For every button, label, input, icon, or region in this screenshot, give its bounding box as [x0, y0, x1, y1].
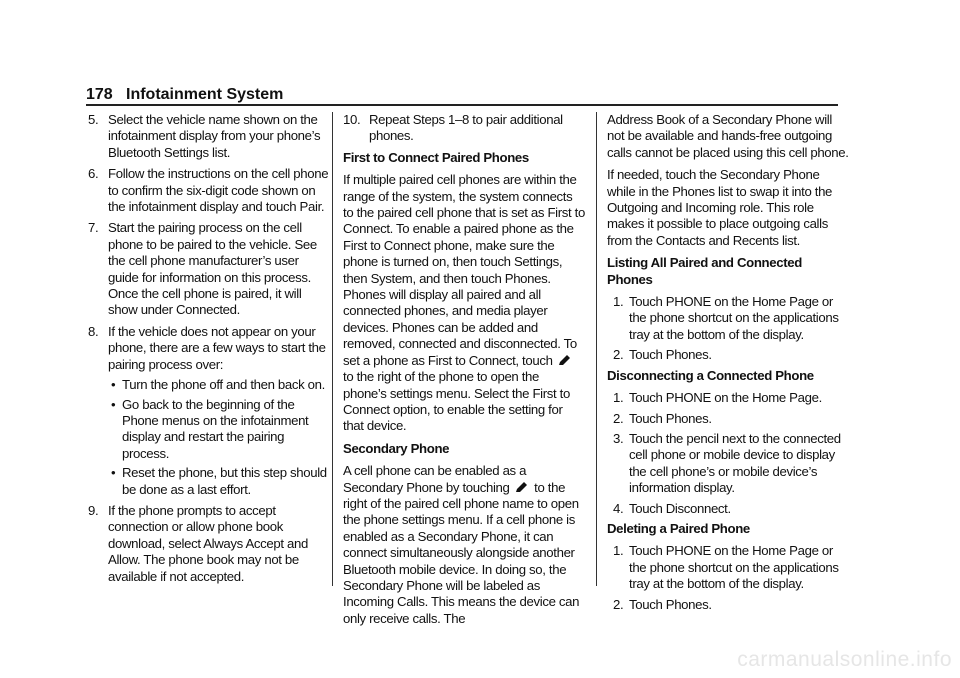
- column-divider-1: [332, 112, 333, 586]
- bullet-item: [108, 397, 330, 463]
- step-text: If the phone prompts to accept connection or allow phone book download, select Always Accept and Allow. The phone book may not be available if not accepted.: [108, 502, 308, 584]
- column-3: [607, 112, 849, 617]
- step-number: 8.: [88, 323, 99, 339]
- heading-secondary-phone: Secondary Phone: [343, 440, 450, 456]
- header-rule: [86, 104, 838, 106]
- bullet-item: [108, 465, 330, 498]
- step-number: 1.: [613, 294, 624, 310]
- paragraph-continued: Address Book of a Secondary Phone will not be available and hands-free outgoing calls cannot be placed using this cell phone.: [607, 112, 849, 160]
- step-number: 10.: [343, 112, 361, 127]
- pencil-icon: [515, 481, 529, 493]
- heading-first-to-connect: First to Connect Paired Phones: [343, 149, 529, 165]
- step-text: Touch Disconnect.: [629, 500, 731, 516]
- step-text: Touch PHONE on the Home Page or the phone shortcut on the applications tray at the bottom of the display.: [629, 294, 839, 342]
- step-number: 3.: [613, 430, 624, 446]
- step-text: Touch Phones.: [629, 596, 712, 612]
- heading-disconnecting: Disconnecting a Connected Phone: [607, 367, 814, 383]
- step-item: [607, 597, 849, 613]
- step-item: [607, 543, 849, 592]
- step-text: Touch PHONE on the Home Page or the phone shortcut on the applications tray at the bottom of the display.: [629, 543, 839, 592]
- step-9: [88, 503, 330, 585]
- paragraph-text: to the right of the paired cell phone name to open the phone settings menu. If a cell phone is enabled as a Secondary Phone, it can connect simultaneously alongside another Bluetooth mobile device. In doing so, the Secondary Phone will be labeled as Incoming Calls. This means the device can only receive calls. The: [343, 479, 580, 626]
- heading-deleting: Deleting a Paired Phone: [607, 520, 750, 536]
- paragraph-text: If multiple paired cell phones are within the range of the system, the system connects to the paired cell phone that is set as First to Connect. To enable a paired phone as the First to Connect phone, make sure the phone is turned on, then touch Settings, then System, and then touch Phones. Phones will display all paired and all connected phones, and media player devices. Phones can be added and removed, connected and disconnected. To set a phone as First to Connect, touch: [343, 172, 585, 368]
- step-text: Touch Phones.: [629, 347, 712, 363]
- paragraph-secondary-phone: [343, 463, 585, 627]
- step-text: Touch the pencil next to the connected cell phone or mobile device to display the cell phone’s or mobile device’s information display.: [629, 430, 841, 496]
- paragraph-text: to the right of the phone to open the phone’s settings menu. Select the First to Connect option, to enable the setting for that device.: [343, 369, 570, 434]
- step-item: [607, 390, 849, 406]
- bullet-item: [108, 377, 330, 393]
- step-number: 7.: [88, 220, 99, 236]
- step-text: Repeat Steps 1–8 to pair additional phones.: [369, 112, 563, 144]
- step-text: Touch Phones.: [629, 410, 712, 426]
- bullet-dot-icon: •: [111, 396, 116, 412]
- step-item: [607, 431, 849, 497]
- section-title: Infotainment System: [126, 86, 284, 103]
- step-text: Touch PHONE on the Home Page.: [629, 390, 822, 406]
- bullet-text: Reset the phone, but this step should be done as a last effort.: [122, 465, 327, 497]
- step-item: [607, 501, 849, 517]
- bullet-dot-icon: •: [111, 465, 116, 481]
- step-number: 4.: [613, 500, 624, 516]
- bullet-dot-icon: •: [111, 377, 116, 393]
- heading-listing-phones: Listing All Paired and Connected Phones: [607, 255, 802, 287]
- step-text: Select the vehicle name shown on the infotainment display from your phone’s Bluetooth Settings list.: [108, 112, 321, 160]
- step-number: 6.: [88, 166, 99, 182]
- delete-steps: [607, 543, 849, 613]
- bullet-text: Go back to the beginning of the Phone menus on the infotainment display and restart the pairing process.: [122, 396, 309, 461]
- step-5: [88, 112, 330, 161]
- step-text: If the vehicle does not appear on your phone, there are a few ways to start the pairing process over:: [108, 323, 326, 372]
- step-text: Start the pairing process on the cell phone to be paired to the vehicle. See the cell phone manufacturer’s user guide for information on this process. Once the cell phone is paired, it will show under Connected.: [108, 220, 317, 318]
- column-1: [88, 112, 330, 590]
- step-10: [343, 112, 585, 145]
- step-item: [607, 294, 849, 343]
- step-number: 9.: [88, 502, 99, 518]
- paragraph-text: A cell phone can be enabled as a Secondary Phone by touching: [343, 463, 527, 495]
- step-item: [607, 411, 849, 427]
- step-number: 2.: [613, 410, 624, 426]
- bullet-text: Turn the phone off and then back on.: [122, 377, 325, 393]
- pencil-icon: [558, 354, 572, 366]
- step-8: [88, 324, 330, 498]
- step-number: 2.: [613, 347, 624, 363]
- step-text: Follow the instructions on the cell phone to confirm the six-digit code shown on the infotainment display and touch Pair.: [108, 166, 329, 215]
- page-number: 178: [86, 86, 113, 103]
- disconnect-steps: [607, 390, 849, 517]
- step-number: 1.: [613, 390, 624, 406]
- listing-steps: [607, 294, 849, 364]
- step-number: 5.: [88, 112, 99, 127]
- step-6: [88, 166, 330, 215]
- column-divider-2: [596, 112, 597, 586]
- paragraph-first-to-connect: [343, 172, 585, 435]
- step-number: 2.: [613, 596, 624, 612]
- column-2: [343, 112, 585, 633]
- step-7: [88, 220, 330, 318]
- paragraph-swap: If needed, touch the Secondary Phone while in the Phones list to swap it into the Outgoing and Incoming role. This role makes it possible to place outgoing calls from the Contacts and Recents list.: [607, 167, 833, 248]
- watermark-text: carmanualsonline.info: [737, 648, 952, 671]
- step-number: 1.: [613, 543, 624, 559]
- step-item: [607, 347, 849, 363]
